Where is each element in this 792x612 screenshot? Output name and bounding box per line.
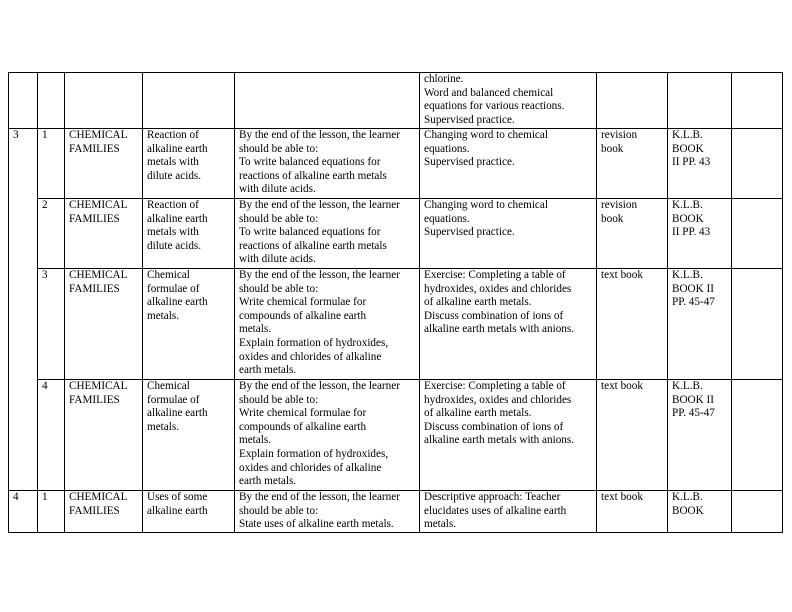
- subtopic-cell: Chemical formulae of alkaline earth metals.: [143, 380, 235, 491]
- remarks-cell: [732, 269, 783, 380]
- remarks-cell: [732, 199, 783, 269]
- objectives-cell: By the end of the lesson, the learner should be able to: State uses of alkaline earth metals.: [235, 491, 420, 533]
- lesson-cell: 3: [38, 269, 65, 380]
- resources-cell: text book: [597, 491, 668, 533]
- topic-cell: CHEMICAL FAMILIES: [65, 380, 143, 491]
- week-cell: [9, 380, 38, 491]
- week-cell: 4: [9, 491, 38, 533]
- lesson-cell: 1: [38, 129, 65, 199]
- lesson-cell: 1: [38, 491, 65, 533]
- table-row: [9, 73, 783, 129]
- references-cell: K.L.B. BOOK II PP. 45-47: [668, 269, 732, 380]
- references-cell: K.L.B. BOOK II PP. 43: [668, 129, 732, 199]
- remarks-cell: [732, 491, 783, 533]
- lesson-cell: 4: [38, 380, 65, 491]
- scheme-of-work-table: [8, 72, 783, 533]
- subtopic-cell: [143, 73, 235, 129]
- references-cell: K.L.B. BOOK: [668, 491, 732, 533]
- table-row: [9, 199, 783, 269]
- table-row: [9, 269, 783, 380]
- activities-cell: Exercise: Completing a table of hydroxides, oxides and chlorides of alkaline earth metals. Discuss combination of ions of alkaline earth metals with anions.: [420, 269, 597, 380]
- table-row: [9, 491, 783, 533]
- activities-cell: chlorine. Word and balanced chemical equations for various reactions. Supervised practice.: [420, 73, 597, 129]
- objectives-cell: By the end of the lesson, the learner should be able to: To write balanced equations for reactions of alkaline earth metals with dilute acids.: [235, 199, 420, 269]
- references-cell: K.L.B. BOOK II PP. 43: [668, 199, 732, 269]
- objectives-cell: By the end of the lesson, the learner should be able to: Write chemical formulae for compounds of alkaline earth metals. Explain formation of hydroxides, oxides and chlorides of alkaline earth metals.: [235, 380, 420, 491]
- remarks-cell: [732, 380, 783, 491]
- remarks-cell: [732, 73, 783, 129]
- topic-cell: CHEMICAL FAMILIES: [65, 129, 143, 199]
- remarks-cell: [732, 129, 783, 199]
- objectives-cell: By the end of the lesson, the learner should be able to: To write balanced equations for reactions of alkaline earth metals with dilute acids.: [235, 129, 420, 199]
- resources-cell: revision book: [597, 199, 668, 269]
- resources-cell: [597, 73, 668, 129]
- activities-cell: Descriptive approach: Teacher elucidates uses of alkaline earth metals.: [420, 491, 597, 533]
- week-cell: [9, 73, 38, 129]
- references-cell: [668, 73, 732, 129]
- objectives-cell: By the end of the lesson, the learner should be able to: Write chemical formulae for compounds of alkaline earth metals. Explain formation of hydroxides, oxides and chlorides of alkaline earth metals.: [235, 269, 420, 380]
- references-cell: K.L.B. BOOK II PP. 45-47: [668, 380, 732, 491]
- topic-cell: [65, 73, 143, 129]
- resources-cell: text book: [597, 269, 668, 380]
- activities-cell: Changing word to chemical equations. Supervised practice.: [420, 129, 597, 199]
- resources-cell: text book: [597, 380, 668, 491]
- resources-cell: revision book: [597, 129, 668, 199]
- week-cell: [9, 199, 38, 269]
- table-row: [9, 129, 783, 199]
- objectives-cell: [235, 73, 420, 129]
- lesson-cell: [38, 73, 65, 129]
- lesson-cell: 2: [38, 199, 65, 269]
- subtopic-cell: Reaction of alkaline earth metals with dilute acids.: [143, 129, 235, 199]
- subtopic-cell: Reaction of alkaline earth metals with dilute acids.: [143, 199, 235, 269]
- activities-cell: Changing word to chemical equations. Supervised practice.: [420, 199, 597, 269]
- activities-cell: Exercise: Completing a table of hydroxides, oxides and chlorides of alkaline earth metals. Discuss combination of ions of alkaline earth metals with anions.: [420, 380, 597, 491]
- week-cell: 3: [9, 129, 38, 199]
- topic-cell: CHEMICAL FAMILIES: [65, 269, 143, 380]
- topic-cell: CHEMICAL FAMILIES: [65, 199, 143, 269]
- table-row: [9, 380, 783, 491]
- week-cell: [9, 269, 38, 380]
- topic-cell: CHEMICAL FAMILIES: [65, 491, 143, 533]
- subtopic-cell: Uses of some alkaline earth: [143, 491, 235, 533]
- subtopic-cell: Chemical formulae of alkaline earth metals.: [143, 269, 235, 380]
